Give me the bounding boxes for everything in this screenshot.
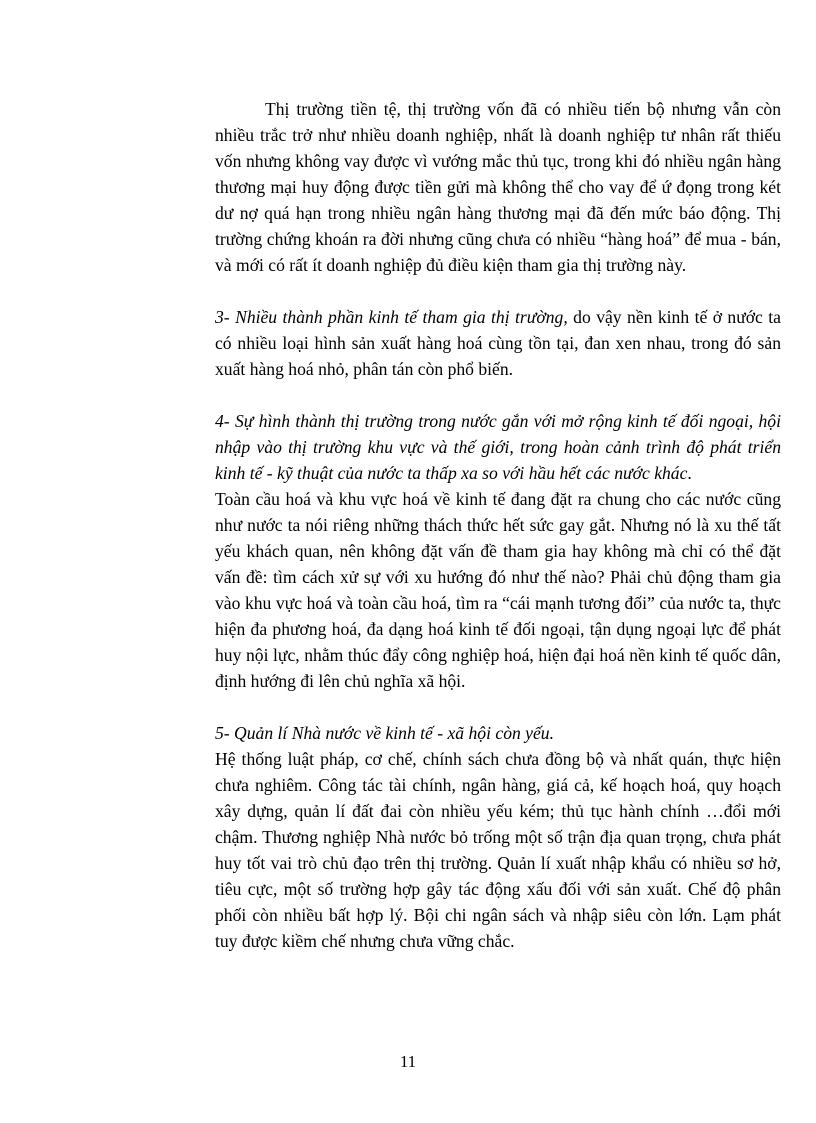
document-page — [215, 96, 781, 954]
section-3-heading: 3- Nhiều thành phần kinh tế tham gia thị trường, — [215, 307, 568, 327]
section-3-text: do vậy nền kinh tế ở nước ta có nhiều loại hình sản xuất hàng hoá cùng tồn tại, đan xen nhau, trong đó sản xuất hàng hoá nhỏ, phân tán còn phổ biến. — [215, 307, 781, 379]
paragraph-money-market: Thị trường tiền tệ, thị trường vốn đã có nhiều tiến bộ nhưng vẫn còn nhiều trắc trở như nhiều doanh nghiệp, nhất là doanh nghiệp tư nhân rất thiếu vốn nhưng không vay được vì vướng mắc thủ tục, trong khi đó nhiều ngân hàng thương mại huy động được tiền gửi mà không thể cho vay để ứ đọng trong két dư nợ quá hạn trong nhiều ngân hàng thương mại đã đến mức báo động. Thị trường chứng khoán ra đời nhưng cũng chưa có nhiều “hàng hoá” để mua - bán, và mới có rất ít doanh nghiệp đủ điều kiện tham gia thị trường này. — [215, 99, 781, 275]
section-4-text: Toàn cầu hoá và khu vực hoá về kinh tế đang đặt ra chung cho các nước cũng như nước ta nói riêng những thách thức hết sức gay gắt. Nhưng nó là xu thế tất yếu khách quan, nên không đặt vấn đề tham gia hay không mà chỉ có thể đặt vấn đề: tìm cách xử sự với xu hướng đó như thế nào? Phải chủ động tham gia vào khu vực hoá và toàn cầu hoá, tìm ra “cái mạnh tương đối” của nước ta, thực hiện đa phương hoá, đa dạng hoá kinh tế đối ngoại, tận dụng ngoại lực để phát huy nội lực, nhằm thúc đẩy công nghiệp hoá, hiện đại hoá nền kinh tế quốc dân, định hướng đi lên chủ nghĩa xã hội. — [215, 489, 781, 691]
section-5-text: Hệ thống luật pháp, cơ chế, chính sách chưa đồng bộ và nhất quán, thực hiện chưa nghiêm. Công tác tài chính, ngân hàng, giá cả, kế hoạch hoá, quy hoạch xây dựng, quản lí đất đai còn nhiều yếu kém; thủ tục hành chính …đổi mới chậm. Thương nghiệp Nhà nước bỏ trống một số trận địa quan trọng, chưa phát huy tốt vai trò chủ đạo trên thị trường. Quản lí xuất nhập khẩu có nhiều sơ hở, tiêu cực, một số trường hợp gây tác động xấu đối với sản xuất. Chế độ phân phối còn nhiều bất hợp lý. Bội chi ngân sách và nhập siêu còn lớn. Lạm phát tuy được kiềm chế nhưng chưa vững chắc. — [215, 749, 781, 951]
section-5-heading: 5- Quản lí Nhà nước về kinh tế - xã hội còn yếu. — [215, 723, 554, 743]
section-4-heading-paragraph — [215, 408, 781, 486]
page-number: 11 — [399, 1052, 417, 1071]
section-4-heading: 4- Sự hình thành thị trường trong nước gắn với mở rộng kinh tế đối ngoại, hội nhập vào thị trường khu vực và thế giới, trong hoàn cảnh trình độ phát triển kinh tế - kỹ thuật của nước ta thấp xa so với hầu hết các nước khác — [215, 411, 781, 483]
section-3-paragraph — [215, 304, 781, 382]
section-4-heading-end: . — [687, 463, 692, 483]
